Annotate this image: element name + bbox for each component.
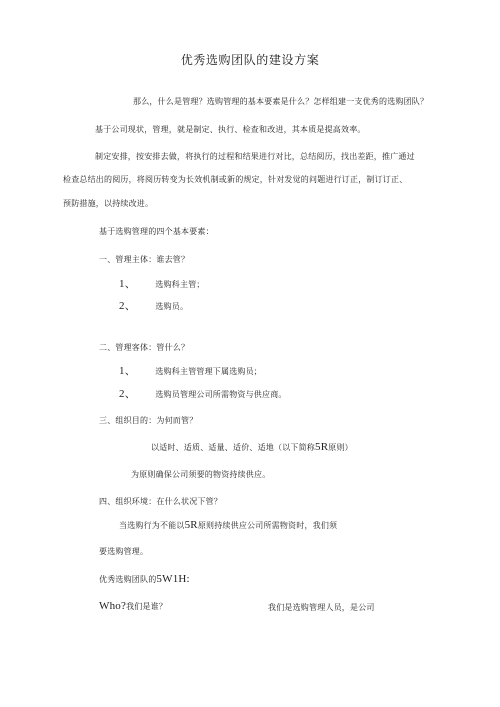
list-item-text: 选购科主管； (155, 280, 205, 289)
list-item (119, 366, 262, 377)
who-label: Who? (99, 600, 127, 612)
section-3-line-2: 为原则确保公司须要的物资持续供应。 (131, 470, 271, 479)
who-answer: 我们是选购管理人员，是公司 (268, 603, 375, 612)
section-3-heading: 三、组织目的：为何而管？ (99, 416, 198, 425)
section-3-line-1 (151, 442, 353, 453)
list-item-number: 2、 (119, 300, 136, 312)
four-elements-intro: 基于选购管理的四个基本要素： (99, 227, 214, 236)
five-w-heading (99, 574, 190, 585)
pdca-line-3: 预防措施，以持续改进。 (63, 199, 154, 208)
pdca-line-1: 制定安排，按安排去做，将执行的过程和结果进行对比，总结阅历，找出差距，推广通过 (95, 152, 415, 161)
section-2-heading: 二、管理客体：管什么？ (99, 343, 190, 352)
who-question-text: 我们是谁？ (126, 602, 168, 611)
five-r-label: 5R (315, 441, 329, 453)
intro-question: 那么，什么是管理？选购管理的基本要素是什么？怎样组建一支优秀的选购团队？ (133, 97, 429, 106)
section-3-text: 以适时、适质、适量、适价、适地（以下简称 (151, 443, 315, 452)
section-4-text: 原则持续供应公司所需物资时，我们须 (197, 521, 338, 530)
list-item-text: 选购员。 (155, 302, 189, 311)
intro-management-definition: 基于公司现状，管理，就是制定、执行、检查和改进，其本质是提高效率。 (95, 125, 366, 134)
five-w-label: 5W1H: (156, 573, 190, 585)
who-question (99, 601, 167, 612)
section-4-text: 当选购行为不能以 (119, 521, 185, 530)
five-r-label: 5R (184, 519, 198, 531)
list-item-text: 选购员管理公司所需物资与供应商。 (155, 390, 287, 399)
list-item (119, 301, 188, 312)
section-4-line-2: 要选购管理。 (99, 547, 149, 556)
section-4-heading: 四、组织环境：在什么状况下管？ (99, 497, 222, 506)
list-item-number: 1、 (119, 365, 136, 377)
list-item (119, 279, 205, 290)
section-3-text: 原则） (328, 443, 353, 452)
list-item-number: 1、 (119, 278, 136, 290)
section-4-line-1 (119, 520, 337, 531)
list-item-number: 2、 (119, 388, 136, 400)
page-title: 优秀选购团队的建设方案 (180, 53, 320, 67)
section-1-heading: 一、管理主体：谁去管？ (99, 255, 190, 264)
five-w-heading-text: 优秀选购团队的 (99, 575, 157, 584)
list-item-text: 选购科主管管理下属选购员； (155, 367, 263, 376)
list-item (119, 389, 287, 400)
pdca-line-2: 检查总结出的阅历，将阅历转变为长效机制或新的规定，针对发觉的问题进行订正，制订订正、 (63, 175, 408, 184)
